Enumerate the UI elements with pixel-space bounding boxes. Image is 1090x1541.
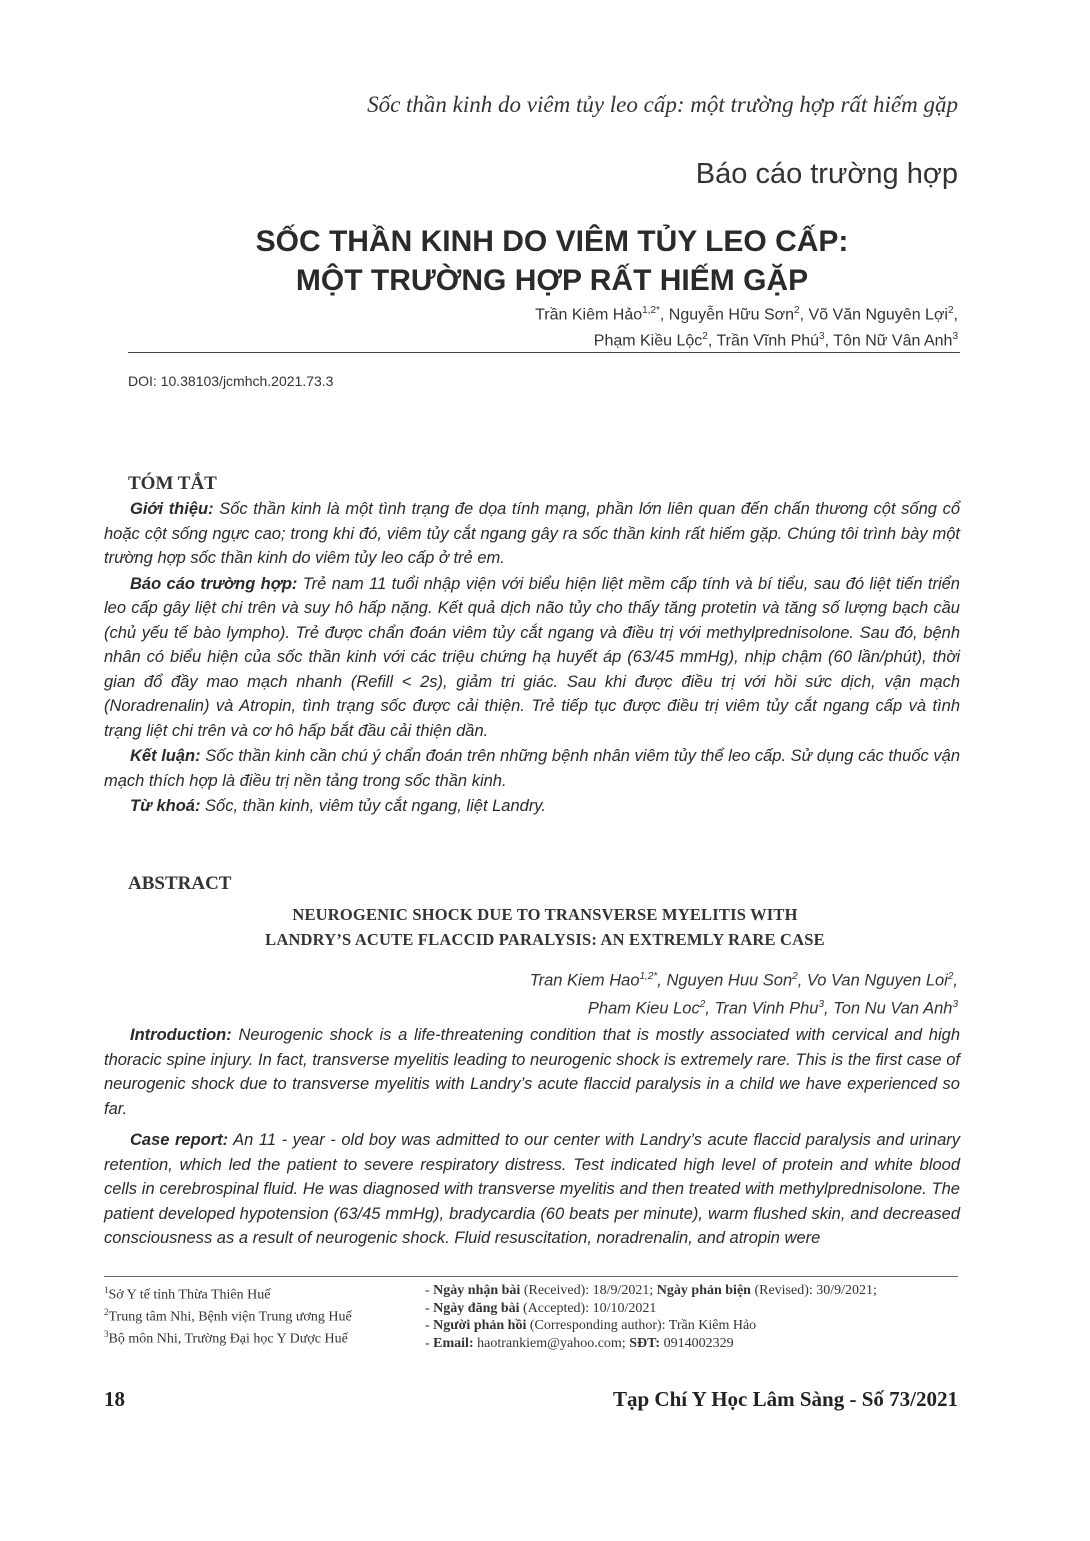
summary-heading: TÓM TẮT <box>128 473 217 494</box>
author-separator: , <box>953 971 958 990</box>
paragraph-label: Introduction: <box>130 1026 232 1044</box>
header-divider <box>128 352 960 353</box>
author-line <box>398 326 958 352</box>
abstract-title <box>180 902 910 952</box>
author-separator: , <box>659 306 669 324</box>
phone-value: 0914002329 <box>660 1335 734 1351</box>
affiliation-item <box>104 1326 414 1348</box>
affiliation-item <box>104 1282 414 1304</box>
affiliation-text: Trung tâm Nhi, Bệnh viện Trung ương Huế <box>108 1309 352 1325</box>
author-separator: , <box>705 999 715 1017</box>
article-info <box>425 1282 965 1352</box>
author-name: Tran Kiem Hao <box>529 971 640 990</box>
footnote-divider <box>104 1276 958 1277</box>
received-value: (Received): 18/9/2021; <box>520 1283 657 1298</box>
author-affiliation-mark: 2 <box>947 971 954 982</box>
corresponding-label: Người phản hồi <box>433 1318 527 1333</box>
abstract-heading: ABSTRACT <box>128 873 232 894</box>
author-line <box>398 993 958 1021</box>
paragraph-label: Từ khoá: <box>130 797 201 815</box>
author-line <box>398 965 958 993</box>
accepted-label: Ngày đăng bài <box>433 1300 520 1316</box>
paragraph-label: Kết luận: <box>130 747 201 765</box>
affiliation-mark: 3 <box>104 1329 109 1340</box>
accepted-value: (Accepted): 10/10/2021 <box>519 1300 657 1316</box>
contact-line: - Email: haotrankiem@yahoo.com; SĐT: 0914002329 <box>425 1335 734 1351</box>
author-affiliation-mark: 3 <box>952 998 958 1010</box>
author-separator: , <box>657 971 667 990</box>
author-name: Pham Kieu Loc <box>587 999 700 1017</box>
author-line <box>398 300 958 326</box>
article-title-line: SỐC THẦN KINH DO VIÊM TỦY LEO CẤP: <box>255 225 849 258</box>
affiliation-text: Sở Y tế tỉnh Thừa Thiên Huế <box>108 1287 271 1303</box>
revised-label: Ngày phản biện <box>656 1283 751 1298</box>
author-affiliation-mark: 3 <box>952 331 958 343</box>
author-name: Trần Kiêm Hảo <box>535 306 643 324</box>
author-affiliation-mark: 2 <box>792 971 798 982</box>
paragraph-text: An 11 - year - old boy was admitted to our center with Landry’s acute flaccid paralysis and urinary retention, which led the patient to severe respiratory distress. Test indicated high level of protein and white blood cells in cerebrospinal fluid. He was diagnosed with transverse myelitis and then treated with methylprednisolone. The patient developed hypotension (63/45 mmHg), bradycardia (60 beats per minute), warm flushed skin, and decreased consciousness as a result of neurogenic shock. Fluid resuscitation, noradrenalin, and atropin were <box>104 1131 961 1247</box>
author-name: Phạm Kiều Lộc <box>593 332 703 350</box>
section-type: Báo cáo trường hợp <box>695 158 958 190</box>
author-affiliation-mark: 2 <box>702 331 708 343</box>
corresponding-value: (Corresponding author): Trần Kiêm Hảo <box>526 1318 757 1333</box>
abstract-title-line: NEUROGENIC SHOCK DUE TO TRANSVERSE MYELITIS WITH <box>292 905 798 924</box>
email-label: Email: <box>433 1335 474 1351</box>
page-number: 18 <box>104 1387 125 1411</box>
article-title <box>232 222 872 300</box>
summary-body <box>104 497 960 820</box>
author-name: Nguyen Huu Son <box>666 971 793 990</box>
author-name: Trần Vĩnh Phú <box>716 332 820 350</box>
email-link[interactable]: haotrankiem@yahoo.com; <box>473 1335 630 1351</box>
author-separator: , <box>824 999 834 1017</box>
author-name: Võ Văn Nguyên Lợi <box>808 306 948 324</box>
author-separator: , <box>797 971 807 990</box>
author-separator: , <box>824 332 834 350</box>
affiliation-item <box>104 1304 414 1326</box>
phone-label: SĐT: <box>629 1335 661 1351</box>
paragraph-text: Sốc, thần kinh, viêm tủy cắt ngang, liệt Landry. <box>200 797 546 815</box>
author-name: Tôn Nữ Vân Anh <box>833 332 953 350</box>
author-list-en <box>398 965 958 1020</box>
author-affiliation-mark: 3 <box>818 998 824 1010</box>
received-label: Ngày nhận bài <box>433 1283 521 1298</box>
author-name: Nguyễn Hữu Sơn <box>668 306 795 324</box>
author-affiliation-mark: 1,2* <box>639 971 658 982</box>
affiliation-text: Bộ môn Nhi, Trường Đại học Y Dược Huế <box>108 1331 348 1347</box>
author-affiliation-mark: 2 <box>699 998 706 1010</box>
revised-value: (Revised): 30/9/2021; <box>750 1283 877 1298</box>
paragraph-text: Trẻ nam 11 tuổi nhập viện với biểu hiện liệt mềm cấp tính và bí tiểu, sau đó liệt tiến triển leo cấp gây liệt chi trên và suy hô hấp nặng. Kết quả dịch não tủy cho thấy tăng protetin và tăng số lượng bạch cầu (chủ yếu tế bào lympho). Trẻ được chẩn đoán viêm tủy cắt ngang và điều trị với methylprednisolone. Sau đó, bệnh nhân có biểu hiện của sốc thần kinh với các triệu chứng hạ huyết áp (63/45 mmHg), nhịp chậm (60 lần/phút), thời gian đổ đầy mao mạch nhanh (Refill < 2s), giảm tri giác. Sau khi được điều trị với hồi sức dịch, vận mạch (Noradrenalin) và Atropin, tình trạng sốc được cải thiện. Trẻ tiếp tục được điều trị viêm tủy cắt ngang cấp và tình trạng liệt chi trên và cơ hô hấp bắt đầu cải thiện dần. <box>104 574 960 740</box>
abstract-case-report <box>104 1128 960 1251</box>
author-affiliation-mark: 2 <box>947 305 954 316</box>
abstract-title-line: LANDRY’S ACUTE FLACCID PARALYSIS: AN EXTREMLY RARE CASE <box>265 930 825 949</box>
author-affiliation-mark: 3 <box>819 331 825 343</box>
corresponding-line: - Người phản hồi (Corresponding author): Trần Kiêm Hảo <box>425 1318 757 1333</box>
running-header: Sốc thần kinh do viêm tủy leo cấp: một trường hợp rất hiếm gặp <box>367 92 958 117</box>
summary-introduction <box>104 497 960 571</box>
author-separator: , <box>953 306 958 324</box>
abstract-body <box>104 1023 960 1252</box>
paragraph-text: Sốc thần kinh là một tình trạng đe dọa tính mạng, phần lớn liên quan đến chấn thương cột sống cổ hoặc cột sống ngực cao; trong khi đó, viêm tủy cắt ngang gây ra sốc thần kinh rất hiếm gặp. Chúng tôi trình bày một trường hợp sốc thần kinh do viêm tủy leo cấp ở trẻ em. <box>104 500 960 567</box>
summary-conclusion <box>104 744 960 793</box>
affiliation-list <box>104 1282 414 1348</box>
article-title-line: MỘT TRƯỜNG HỢP RẤT HIẾM GẶP <box>295 264 809 297</box>
author-name: Vo Van Nguyen Loi <box>806 971 948 990</box>
author-name: Ton Nu Van Anh <box>833 999 953 1017</box>
paragraph-label: Giới thiệu: <box>130 500 214 518</box>
article-dates-line: - Ngày nhận bài (Received): 18/9/2021; Ngày phản biện (Revised): 30/9/2021; <box>425 1283 877 1298</box>
abstract-introduction <box>104 1023 960 1121</box>
author-name: Tran Vinh Phu <box>714 999 819 1017</box>
author-separator: , <box>707 332 717 350</box>
paragraph-text: Neurogenic shock is a life-threatening condition that is mostly associated with cervical and high thoracic spine injury. In fact, transverse myelitis leading to neurogenic shock is extremely rare. This is the first case of neurogenic shock due to transverse myelitis with Landry’s acute flaccid paralysis in a child we have experienced so far. <box>104 1026 960 1118</box>
affiliation-mark: 1 <box>104 1285 109 1295</box>
doi-link[interactable]: DOI: 10.38103/jcmhch.2021.73.3 <box>128 373 334 389</box>
summary-case-report <box>104 572 960 744</box>
summary-keywords <box>104 794 960 819</box>
affiliation-mark: 2 <box>104 1307 109 1318</box>
paragraph-text: Sốc thần kinh cần chú ý chẩn đoán trên những bệnh nhân viêm tủy thể leo cấp. Sử dụng các thuốc vận mạch thích hợp là điều trị nền tảng trong sốc thần kinh. <box>104 747 961 790</box>
accepted-line: - Ngày đăng bài (Accepted): 10/10/2021 <box>425 1300 657 1316</box>
paragraph-label: Báo cáo trường hợp: <box>130 574 298 593</box>
journal-name: Tạp Chí Y Học Lâm Sàng - Số 73/2021 <box>613 1387 958 1411</box>
author-separator: , <box>799 306 809 324</box>
paragraph-label: Case report: <box>130 1131 229 1149</box>
author-affiliation-mark: 1,2* <box>642 305 660 316</box>
author-list-vn <box>398 300 958 353</box>
author-affiliation-mark: 2 <box>794 305 800 316</box>
